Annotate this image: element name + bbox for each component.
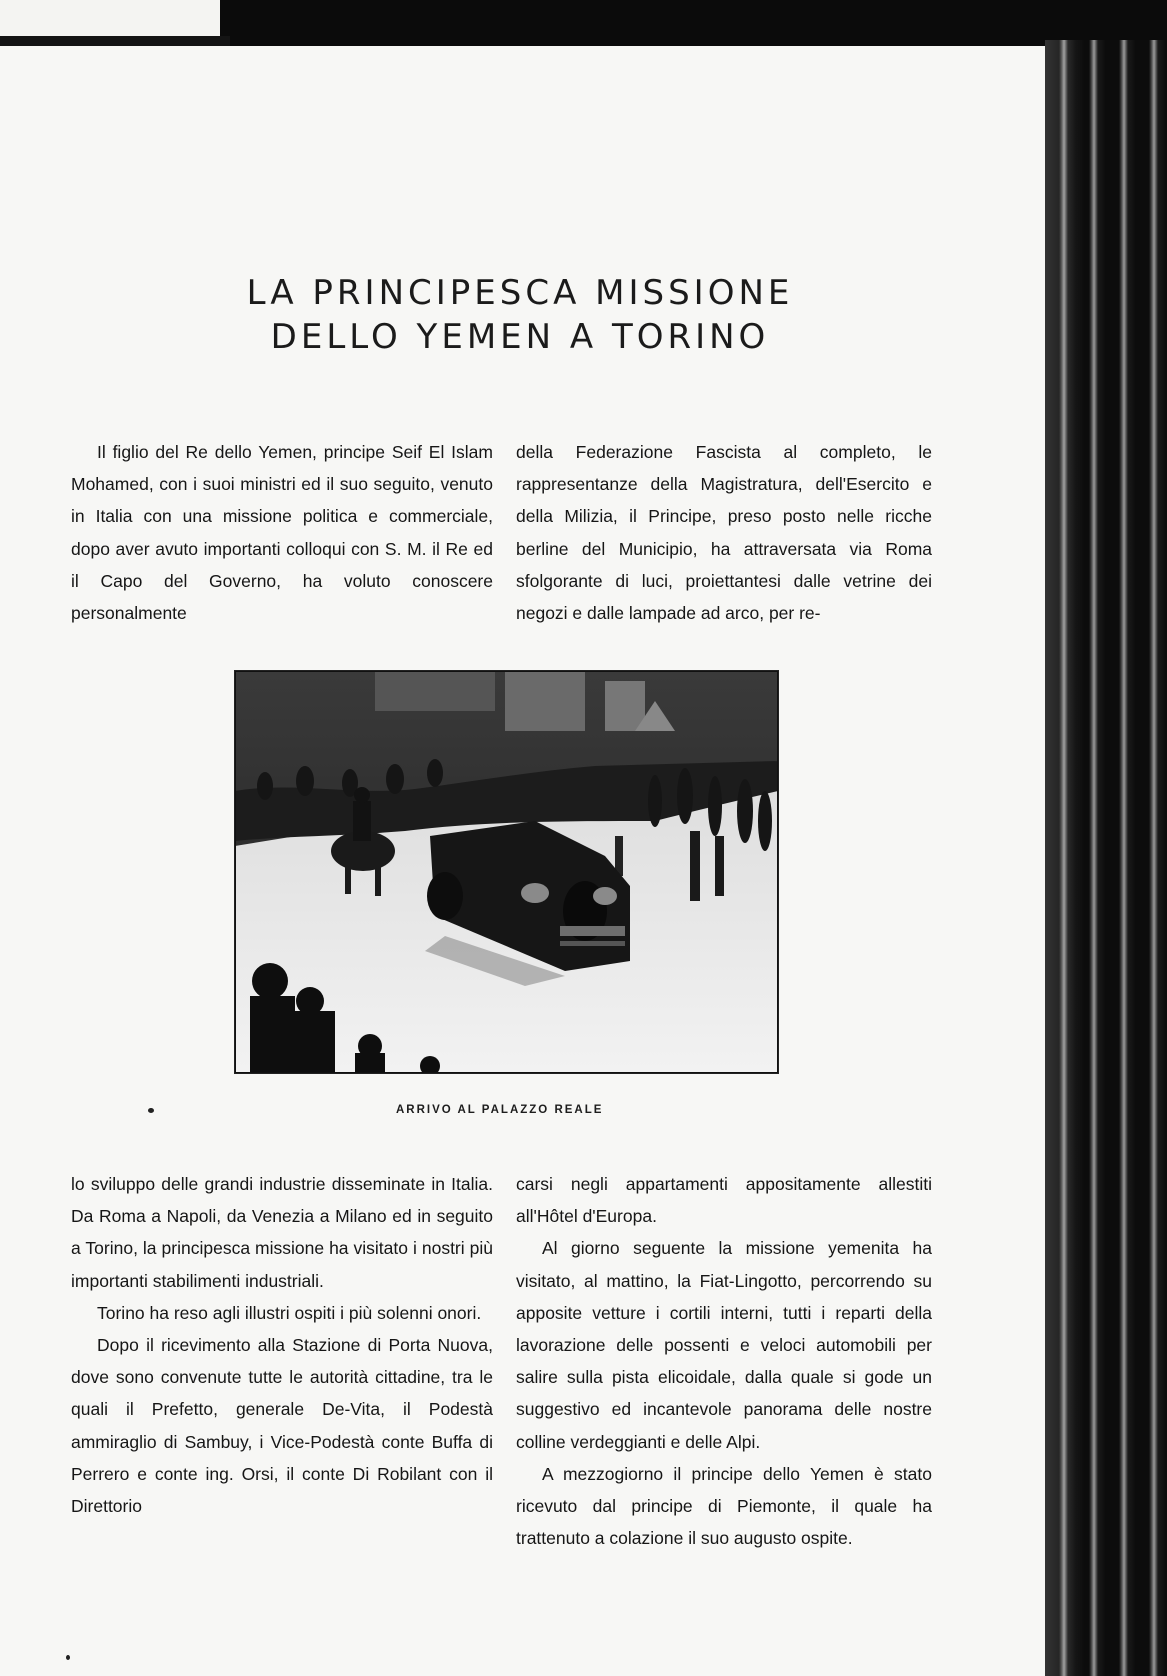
paragraph: Il figlio del Re dello Yemen, principe Seif El Islam Mohamed, con i suoi ministri ed il suo seguito, venuto in Italia con una missione politica e commerciale, dopo aver avuto importanti colloqui con S. M. il Re ed il Capo del Governo, ha voluto conoscere personalmente [71,442,493,624]
top-left-column [71,436,493,629]
paragraph: lo sviluppo delle grandi industrie disseminate in Italia. Da Roma a Napoli, da Venezia a Milano ed in seguito a Torino, la principesca missione ha visitato i nostri più importanti stabilimenti industriali. [71,1174,493,1291]
bottom-left-column [71,1168,493,1522]
article-title-line-2: DELLO YEMEN A TORINO [270,317,770,357]
paragraph: Al giorno seguente la missione yemenita ha visitato, al mattino, la Fiat-Lingotto, percorrendo su apposite vetture i cortili interni, tutti i reparti della lavorazione delle possenti e veloci automobili per salire sulla pista elicoidale, dalla quale si gode un suggestivo ed incantevole panorama delle nostre colline verdeggianti e delle Alpi. [516,1238,932,1452]
paragraph: Torino ha reso agli illustri ospiti i più solenni onori. [97,1302,482,1323]
print-speck [66,1655,70,1660]
paragraph: della Federazione Fascista al completo, le rappresentanze della Magistratura, dell'Esercito e della Milizia, il Principe, preso posto nelle ricche berline del Municipio, ha attraversata via Roma sfolgorante di luci, proiettantesi dalle vetrine dei negozi e dalle lampade ad arco, per re- [516,442,932,624]
bottom-right-column [516,1168,932,1554]
scan-page-edges [1045,40,1167,1676]
photo-caption: ARRIVO AL PALAZZO REALE [396,1104,604,1116]
paragraph: carsi negli appartamenti appositamente allestiti all'Hôtel d'Europa. [516,1174,932,1227]
photo-arrival-royal-palace [234,670,779,1074]
paragraph: Dopo il ricevimento alla Stazione di Porta Nuova, dove sono convenute tutte le autorità cittadine, tra le quali il Prefetto, generale De-Vita, il Podestà ammiraglio di Sambuy, i Vice-Podestà conte Buffa di Perrero e conte ing. Orsi, il conte Di Robilant con il Direttorio [71,1335,493,1517]
paragraph: A mezzogiorno il principe dello Yemen è stato ricevuto dal principe di Piemonte, il quale ha trattenuto a colazione il suo augusto ospite. [516,1463,932,1549]
scan-top-border [220,0,1167,46]
article-title-line-1: LA PRINCIPESCA MISSIONE [246,273,794,313]
print-speck [148,1108,154,1113]
top-right-column [516,436,932,629]
